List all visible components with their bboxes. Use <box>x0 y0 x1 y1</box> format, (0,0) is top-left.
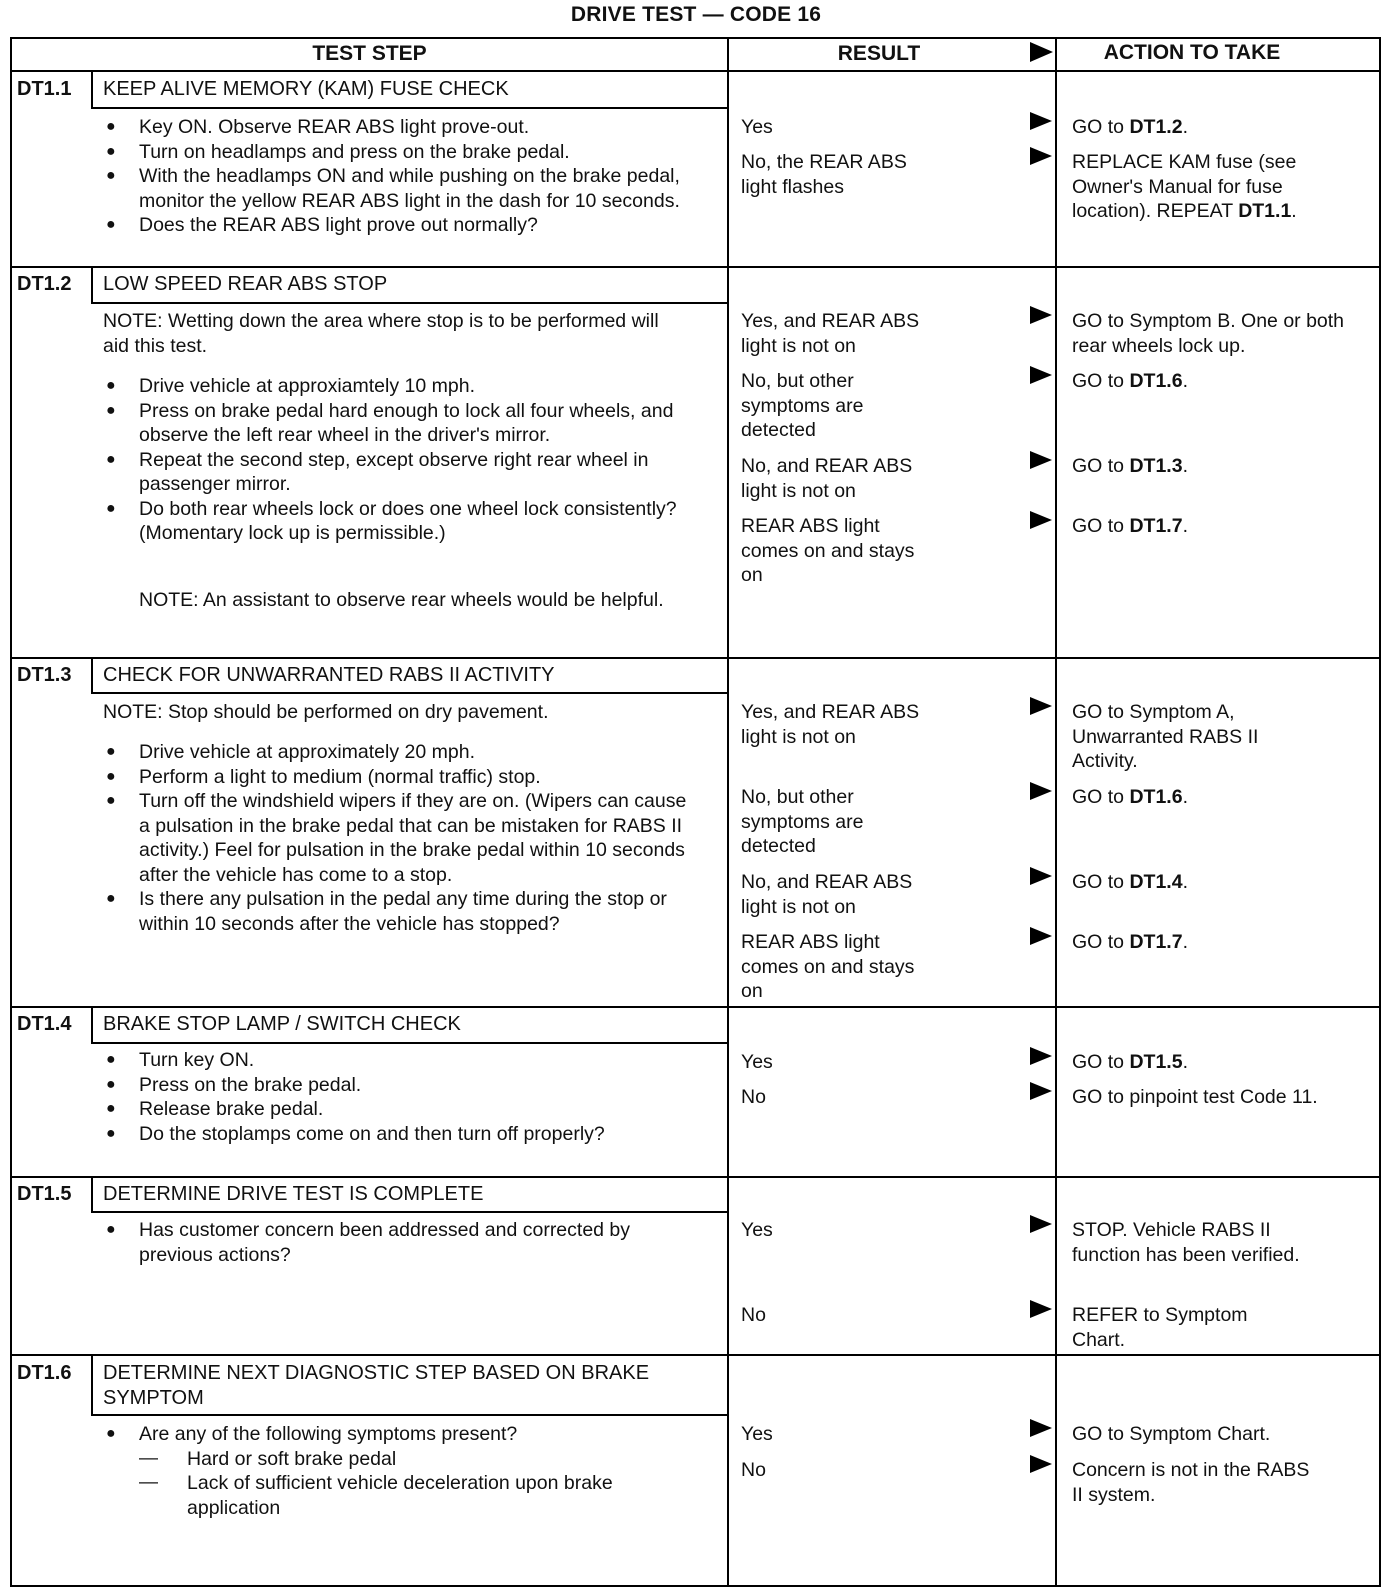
arrow-icon <box>1030 511 1052 529</box>
action: REPLACE KAM fuse (see Owner's Manual for fuse location). REPEAT DT1.1. <box>1072 151 1297 222</box>
list-item: ● Turn on headlamps and press on the brake pedal. <box>101 140 701 165</box>
arrow-icon <box>1030 1300 1052 1318</box>
result: No <box>741 1304 766 1326</box>
result: No <box>741 1086 766 1108</box>
list-item: ● Perform a light to medium (normal traffic) stop. <box>101 765 699 790</box>
action: GO to DT1.2. <box>1072 116 1188 138</box>
list-item: ● Do both rear wheels lock or does one wheel lock consistently? (Momentary lock up is permissible.) <box>101 497 696 546</box>
result: Yes <box>741 1219 773 1241</box>
action: Concern is not in the RABS II system. <box>1072 1459 1310 1506</box>
step-instructions <box>101 1218 661 1267</box>
divider <box>91 1211 727 1213</box>
step-id: DT1.1 <box>17 78 72 100</box>
step-note: NOTE: Stop should be performed on dry pavement. <box>103 701 549 723</box>
list-item: ● Press on brake pedal hard enough to lock all four wheels, and observe the left rear wheel in the driver's mirror. <box>101 399 696 448</box>
divider <box>10 1176 1381 1178</box>
arrow-icon <box>1030 697 1052 715</box>
action: GO to pinpoint test Code 11. <box>1072 1086 1318 1108</box>
divider <box>91 692 727 694</box>
action: GO to DT1.6. <box>1072 786 1188 808</box>
arrow-icon <box>1030 1047 1052 1065</box>
divider <box>91 657 93 693</box>
header-action: ACTION TO TAKE <box>1103 41 1281 64</box>
list-item: ● Release brake pedal. <box>101 1097 661 1122</box>
arrow-icon <box>1030 927 1052 945</box>
divider <box>10 266 1381 268</box>
list-item: ● Turn key ON. <box>101 1048 661 1073</box>
step-instructions <box>101 1422 681 1520</box>
list-item: ● Drive vehicle at approxiamtely 10 mph. <box>101 374 696 399</box>
result: Yes, and REAR ABS light is not on <box>741 701 920 748</box>
arrow-icon <box>1030 1455 1052 1473</box>
divider <box>91 1354 93 1415</box>
arrow-icon <box>1030 1082 1052 1100</box>
result: No <box>741 1459 766 1481</box>
divider <box>91 107 727 109</box>
result: Yes <box>741 116 773 138</box>
step-instructions <box>101 740 699 936</box>
list-item: ● Drive vehicle at approximately 20 mph. <box>101 740 699 765</box>
list-item: ● Is there any pulsation in the pedal any time during the stop or within 10 seconds after the vehicle has stopped? <box>101 887 699 936</box>
list-item: — Hard or soft brake pedal <box>101 1447 681 1472</box>
action: REFER to Symptom Chart. <box>1072 1304 1248 1351</box>
list-item: ● With the headlamps ON and while pushing on the brake pedal, monitor the yellow REAR ABS light in the dash for 10 seconds. <box>101 164 701 213</box>
divider <box>10 1354 1381 1356</box>
list-item: ● Press on the brake pedal. <box>101 1073 661 1098</box>
list-item: ● Key ON. Observe REAR ABS light prove-out. <box>101 115 701 140</box>
arrow-icon <box>1030 451 1052 469</box>
divider <box>91 70 93 107</box>
result: Yes <box>741 1423 773 1445</box>
divider <box>91 1042 727 1044</box>
action: GO to Symptom Chart. <box>1072 1423 1271 1445</box>
step-title: KEEP ALIVE MEMORY (KAM) FUSE CHECK <box>103 78 509 100</box>
divider <box>91 1006 93 1043</box>
result: REAR ABS light comes on and stays on <box>741 515 915 586</box>
step-title: LOW SPEED REAR ABS STOP <box>103 273 388 295</box>
step-id: DT1.4 <box>17 1013 72 1035</box>
arrow-icon <box>1030 782 1052 800</box>
result: No, and REAR ABS light is not on <box>741 455 913 502</box>
step-instructions <box>101 374 696 546</box>
arrow-icon <box>1030 147 1052 165</box>
page-title: DRIVE TEST — CODE 16 <box>570 3 822 26</box>
step-instructions <box>101 115 701 238</box>
arrow-icon <box>1030 1215 1052 1233</box>
divider <box>91 266 93 303</box>
action: GO to Symptom A, Unwarranted RABS II Activity. <box>1072 701 1259 772</box>
result: REAR ABS light comes on and stays on <box>741 931 915 1002</box>
step-title: DETERMINE NEXT DIAGNOSTIC STEP BASED ON BRAKE SYMPTOM <box>103 1362 650 1409</box>
action: GO to Symptom B. One or both rear wheels lock up. <box>1072 310 1345 357</box>
step-note: NOTE: Wetting down the area where stop is to be performed will aid this test. <box>103 310 659 357</box>
header-result: RESULT <box>837 42 921 65</box>
step-id: DT1.2 <box>17 273 72 295</box>
action: GO to DT1.6. <box>1072 370 1188 392</box>
list-item: ● Turn off the windshield wipers if they are on. (Wipers can cause a pulsation in the brake pedal that can be mistaken for RABS II activity.) Feel for pulsation in the brake pedal within 10 seconds after the vehicle has come to a stop. <box>101 789 699 887</box>
arrow-icon <box>1030 867 1052 885</box>
arrow-icon <box>1030 1419 1052 1437</box>
list-item: ● Repeat the second step, except observe right rear wheel in passenger mirror. <box>101 448 696 497</box>
step-instructions <box>101 1048 661 1146</box>
action: STOP. Vehicle RABS II function has been verified. <box>1072 1219 1300 1266</box>
step-title: DETERMINE DRIVE TEST IS COMPLETE <box>103 1183 484 1205</box>
list-item: — Lack of sufficient vehicle deceleration upon brake application <box>101 1471 681 1520</box>
action: GO to DT1.3. <box>1072 455 1188 477</box>
divider <box>91 1414 727 1416</box>
list-item: ● Do the stoplamps come on and then turn off properly? <box>101 1122 661 1147</box>
action: GO to DT1.7. <box>1072 515 1188 537</box>
result: Yes, and REAR ABS light is not on <box>741 310 920 357</box>
divider <box>91 1176 93 1212</box>
arrow-icon <box>1030 42 1053 62</box>
step-title: BRAKE STOP LAMP / SWITCH CHECK <box>103 1013 461 1035</box>
action: GO to DT1.5. <box>1072 1051 1188 1073</box>
action: GO to DT1.7. <box>1072 931 1188 953</box>
divider <box>10 70 1381 72</box>
header-test-step: TEST STEP <box>312 42 427 65</box>
arrow-icon <box>1030 112 1052 130</box>
list-item: ● Has customer concern been addressed and corrected by previous actions? <box>101 1218 661 1267</box>
step-id: DT1.5 <box>17 1183 72 1205</box>
result: No, the REAR ABS light flashes <box>741 151 907 198</box>
divider <box>10 657 1381 659</box>
step-id: DT1.3 <box>17 664 72 686</box>
result: No, and REAR ABS light is not on <box>741 871 913 918</box>
result: No, but other symptoms are detected <box>741 786 864 857</box>
step-title: CHECK FOR UNWARRANTED RABS II ACTIVITY <box>103 664 555 686</box>
divider <box>10 1006 1381 1008</box>
action: GO to DT1.4. <box>1072 871 1188 893</box>
divider <box>91 302 727 304</box>
step-note: NOTE: An assistant to observe rear wheels would be helpful. <box>139 589 664 611</box>
result: No, but other symptoms are detected <box>741 370 864 441</box>
arrow-icon <box>1030 366 1052 384</box>
list-item: ● Does the REAR ABS light prove out normally? <box>101 213 701 238</box>
list-item: ● Are any of the following symptoms present? <box>101 1422 681 1447</box>
step-id: DT1.6 <box>17 1362 72 1384</box>
arrow-icon <box>1030 306 1052 324</box>
result: Yes <box>741 1051 773 1073</box>
